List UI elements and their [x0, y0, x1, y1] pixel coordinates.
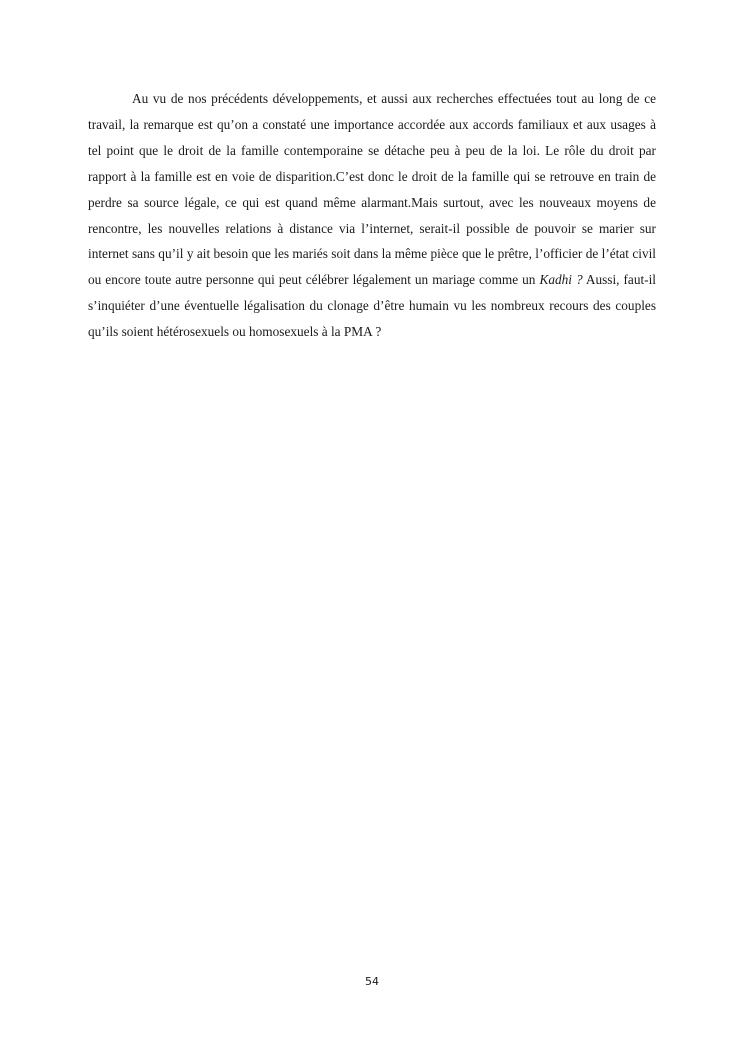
paragraph-text-after-italic: Aussi, faut-il s’inquiéter d’une éventuelle légalisation du clonage d’être humain vu les nombreux recours des couples qu’ils soient hétérosexuels ou homosexuels à la PMA ? — [88, 272, 656, 340]
body-paragraph — [88, 86, 656, 345]
page-number: 54 — [365, 975, 379, 988]
paragraph-text-before-italic: Au vu de nos précédents développements, et aussi aux recherches effectuées tout au long de ce travail, la remarque est qu’on a constaté une importance accordée aux accords familiaux et aux usages à tel point que le droit de la famille contemporaine se détache peu à peu de la loi. Le rôle du droit par rapport à la famille est en voie de disparition.C’est donc le droit de la famille qui se retrouve en train de perdre sa source légale, ce qui est quand même alarmant.Mais surtout, avec les nouveaux moyens de rencontre, les nouvelles relations à distance via l’internet, serait-il possible de pouvoir se marier sur internet sans qu’il y ait besoin que les mariés soit dans la même pièce que le prêtre, l’officier de l’état civil ou encore toute autre personne qui peut célébrer légalement un mariage comme un — [88, 91, 656, 288]
paragraph-italic-term: Kadhi ? — [539, 272, 583, 288]
